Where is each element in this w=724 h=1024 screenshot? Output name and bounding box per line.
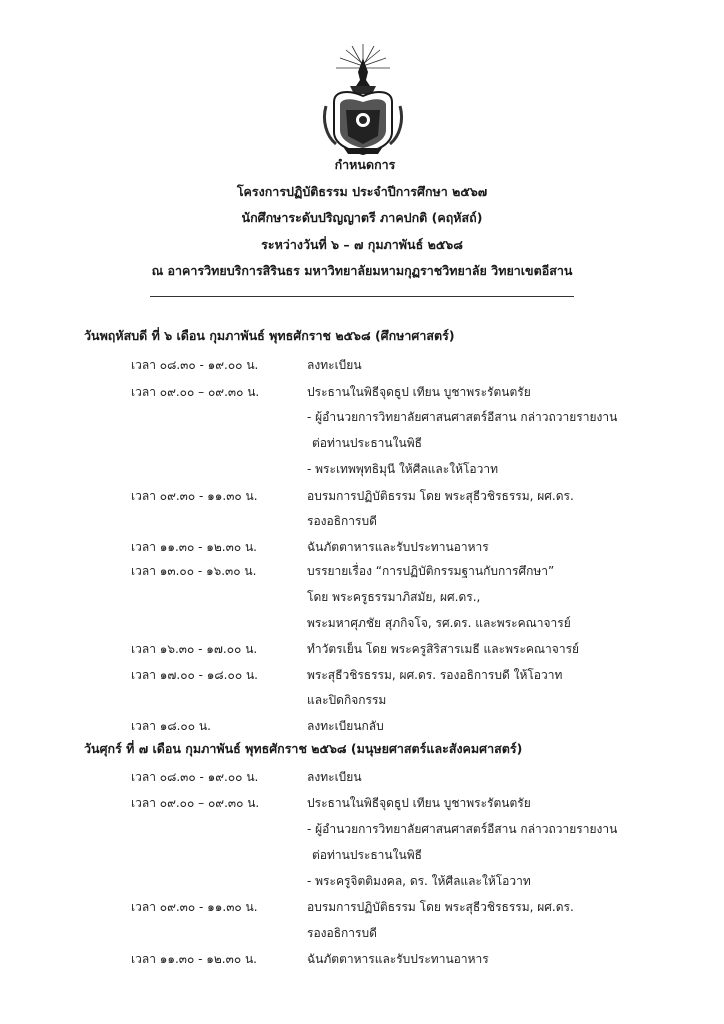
- project-name: โครงการปฏิบัติธรรม ประจำปีการศึกษา ๒๕๖๗: [236, 183, 488, 199]
- schedule-time: เวลา ๐๘.๓๐ - ๑๙.๐๐ น.: [131, 358, 259, 372]
- schedule-activity: บรรยายเรื่อง “การปฏิบัติกรรมฐานกับการศึกษา”: [307, 564, 555, 578]
- schedule-time: เวลา ๐๘.๓๐ - ๑๙.๐๐ น.: [131, 770, 259, 784]
- document-header: [0, 152, 724, 285]
- schedule-activity: ลงทะเบียน: [307, 358, 362, 372]
- event-dates: ระหว่างวันที่ ๖ – ๗ กุมภาพันธ์ ๒๕๖๘: [261, 236, 463, 252]
- schedule-time: เวลา ๑๑.๓๐ - ๑๒.๓๐ น.: [131, 952, 257, 966]
- schedule-time: เวลา ๑๗.๐๐ - ๑๘.๐๐ น.: [131, 668, 258, 682]
- schedule-activity: ฉันภัตตาหารและรับประทานอาหาร: [307, 952, 489, 966]
- schedule-time: เวลา ๑๓.๐๐ - ๑๖.๓๐ น.: [131, 564, 257, 578]
- schedule-time: เวลา ๑๘.๐๐ น.: [131, 719, 211, 733]
- schedule-activity: - ผู้อำนวยการวิทยาลัยศาสนศาสตร์อีสาน กล่าวถวายรายงาน: [307, 410, 618, 424]
- schedule-activity: - พระเทพพุทธิมุนี ให้ศีลและให้โอวาท: [307, 462, 499, 476]
- schedule-activity: ต่อท่านประธานในพิธี: [312, 436, 422, 450]
- university-emblem-icon: [320, 40, 406, 158]
- schedule-activity: ประธานในพิธีจุดธูป เทียน บูชาพระรัตนตรัย: [307, 385, 531, 399]
- schedule-activity: ต่อท่านประธานในพิธี: [312, 848, 422, 862]
- schedule-activity: รองอธิการบดี: [307, 514, 377, 528]
- event-venue: ณ อาคารวิทยบริการสิรินธร มหาวิทยาลัยมหามกุฏราชวิทยาลัย วิทยาเขตอีสาน: [151, 263, 573, 278]
- schedule-activity: ทำวัตรเย็น โดย พระครูสิริสารเมธี และพระคณาจารย์: [307, 642, 580, 656]
- schedule-time: เวลา ๐๙.๓๐ - ๑๑.๓๐ น.: [131, 489, 258, 503]
- schedule-time: เวลา ๐๙.๓๐ - ๑๑.๓๐ น.: [131, 900, 258, 914]
- schedule-time: เวลา ๑๖.๓๐ - ๑๗.๐๐ น.: [131, 642, 258, 656]
- day-heading: วันพฤหัสบดี ที่ ๖ เดือน กุมภาพันธ์ พุทธศักราช ๒๕๖๘ (ศึกษาศาสตร์): [84, 328, 455, 343]
- schedule-activity: ลงทะเบียน: [307, 770, 362, 784]
- schedule-activity: พระมหาศุภชัย สุภกิจโจ, รศ.ดร. และพระคณาจารย์: [307, 616, 571, 630]
- schedule-activity: - พระครูจิตติมงคล, ดร. ให้ศีลและให้โอวาท: [307, 874, 531, 888]
- schedule-activity: และปิดกิจกรรม: [307, 693, 387, 707]
- schedule-time: เวลา ๐๙.๐๐ – ๐๙.๓๐ น.: [131, 796, 260, 810]
- schedule-activity: - ผู้อำนวยการวิทยาลัยศาสนศาสตร์อีสาน กล่าวถวายรายงาน: [307, 822, 618, 836]
- schedule-activity: ประธานในพิธีจุดธูป เทียน บูชาพระรัตนตรัย: [307, 796, 531, 810]
- day-heading: วันศุกร์ ที่ ๗ เดือน กุมภาพันธ์ พุทธศักราช ๒๕๖๘ (มนุษยศาสตร์และสังคมศาสตร์): [84, 741, 523, 756]
- schedule-activity: โดย พระครูธรรมาภิสมัย, ผศ.ดร.,: [307, 590, 481, 604]
- schedule-activity: ลงทะเบียนกลับ: [307, 719, 384, 733]
- schedule-activity: อบรมการปฏิบัติธรรม โดย พระสุธีวชิรธรรม, ผศ.ดร.: [307, 900, 574, 914]
- schedule-activity: ฉันภัตตาหารและรับประทานอาหาร: [307, 540, 489, 554]
- schedule-time: เวลา ๐๙.๐๐ – ๐๙.๓๐ น.: [131, 385, 260, 399]
- schedule-activity: พระสุธีวชิรธรรม, ผศ.ดร. รองอธิการบดี ให้โอวาท: [307, 668, 563, 682]
- document-title: กำหนดการ: [334, 157, 396, 172]
- schedule-activity: รองอธิการบดี: [307, 926, 377, 940]
- header-divider: [150, 296, 574, 297]
- schedule-activity: อบรมการปฏิบัติธรรม โดย พระสุธีวชิรธรรม, ผศ.ดร.: [307, 489, 574, 503]
- participant-group: นักศึกษาระดับปริญญาตรี ภาคปกติ (คฤหัสถ์): [241, 210, 483, 225]
- schedule-time: เวลา ๑๑.๓๐ - ๑๒.๓๐ น.: [131, 540, 257, 554]
